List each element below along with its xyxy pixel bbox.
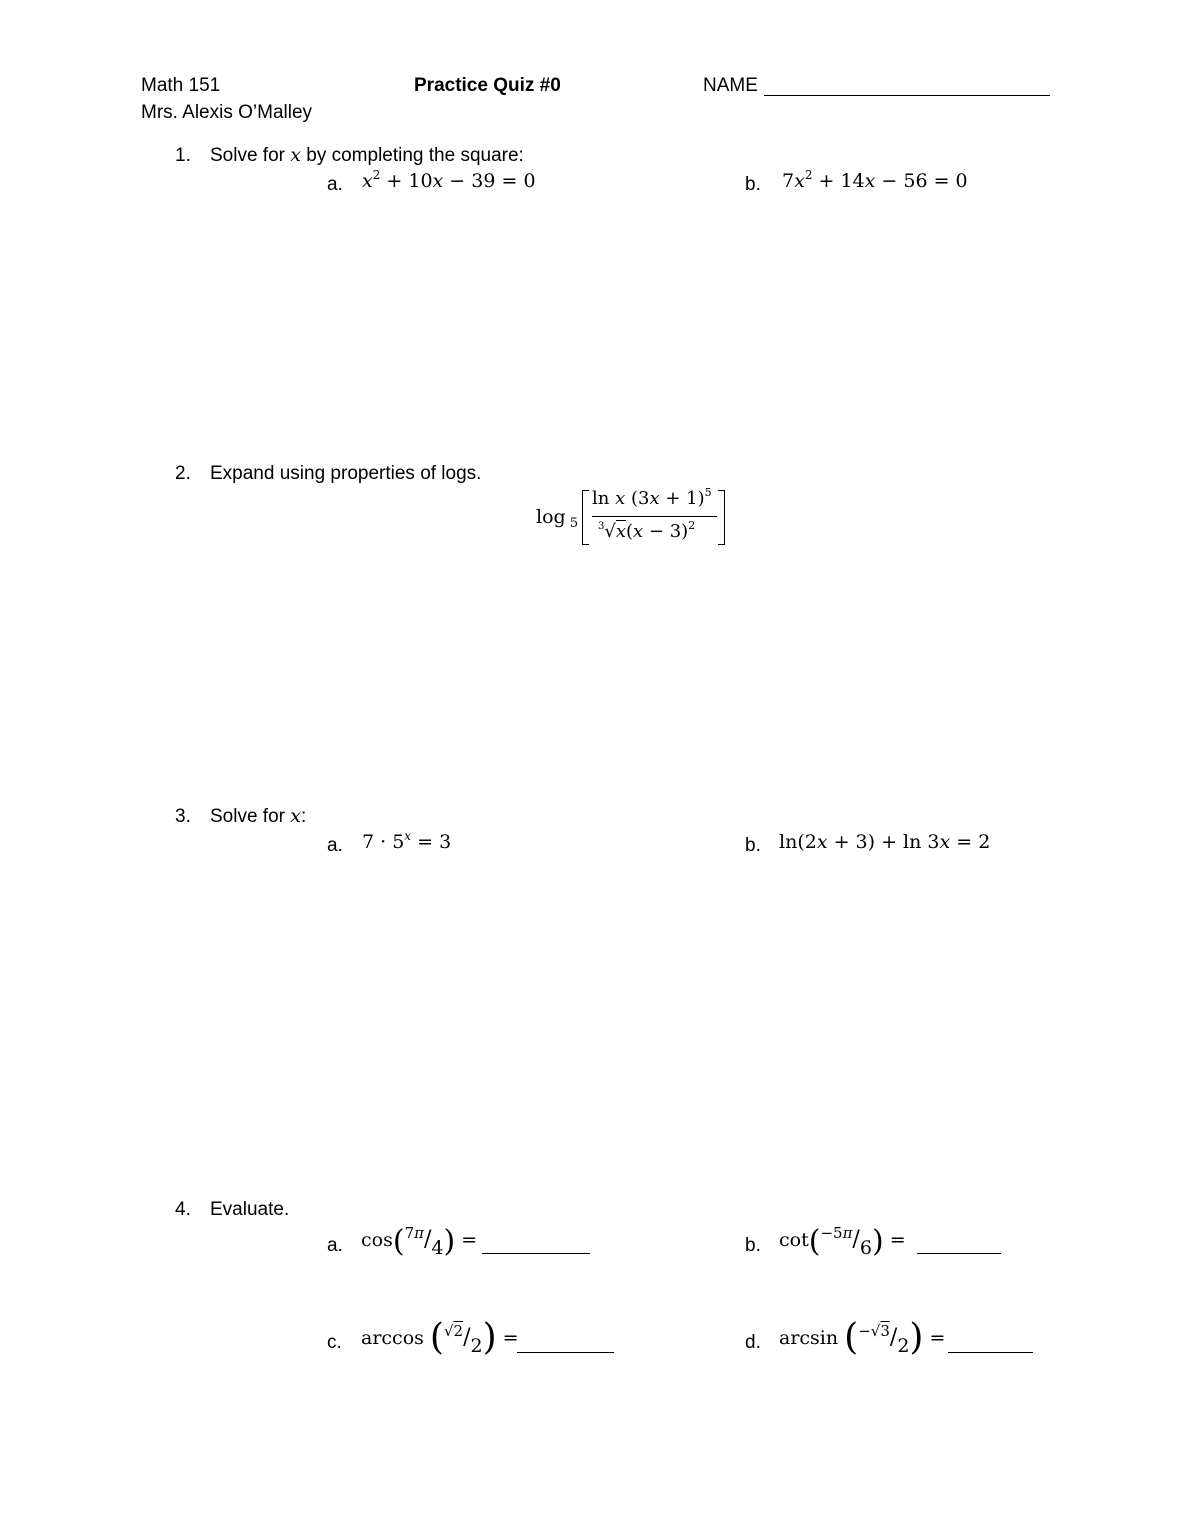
q2-prompt: Expand using properties of logs.	[210, 463, 482, 484]
q4d-answer-blank[interactable]	[948, 1351, 1033, 1353]
q1a-label: a.	[327, 174, 343, 195]
q1b-label: b.	[745, 174, 761, 195]
q1-prompt	[210, 146, 524, 165]
q4c-label: c.	[327, 1332, 342, 1353]
q2-number: 2.	[175, 463, 191, 484]
q4c-expression: arccos ($^{√2}$/2) =	[361, 1317, 519, 1358]
q4b-expression: cot($^{-5\pi}$/6) =	[779, 1224, 906, 1259]
q3a-equation: $7 \cdot 5^x = 3$	[362, 829, 452, 853]
q3-prompt-pre: Solve for	[210, 806, 285, 827]
q3-prompt	[210, 807, 306, 826]
q1a-equation: $x^2 + 10x - 39 = 0$	[362, 168, 536, 192]
q3-number: 3.	[175, 806, 191, 827]
q4a-expression: cos($^{7\pi}$/4) =	[361, 1224, 478, 1259]
log-numerator: ln x $(3x + 1)^5$	[592, 486, 712, 509]
q1b-equation: $7x^2 + 14x - 56 = 0$	[782, 168, 968, 192]
q3-prompt-post: :	[300, 806, 307, 827]
log-denominator: $^3√x(x - 3)^2$	[598, 519, 696, 542]
q4d-expression: arcsin ($^{-√3}$/2) =	[779, 1317, 946, 1358]
q4c-answer-blank[interactable]	[517, 1351, 614, 1353]
name-blank[interactable]	[764, 94, 1050, 96]
q1-prompt-var: x	[290, 144, 301, 166]
q2-log-expression: log $_5$ ln x $(3x + 1)^5$ $^3√x(x - 3)^2$	[536, 488, 726, 548]
q4a-label: a.	[327, 1235, 343, 1256]
q3a-label: a.	[327, 835, 343, 856]
q3b-label: b.	[745, 835, 761, 856]
course-name: Math 151	[141, 75, 221, 96]
q4-prompt: Evaluate.	[210, 1199, 290, 1220]
page-title: Practice Quiz #0	[414, 75, 561, 96]
q1-prompt-post: by completing the square:	[306, 145, 524, 166]
name-label: NAME	[703, 75, 758, 96]
q4a-answer-blank[interactable]	[482, 1252, 590, 1254]
q3b-equation: ln(2x + 3) + ln 3x = 2	[779, 831, 991, 853]
left-bracket	[582, 490, 589, 545]
q1-prompt-pre: Solve for	[210, 145, 285, 166]
fraction-bar	[592, 516, 717, 517]
right-bracket	[718, 490, 725, 545]
q4-number: 4.	[175, 1199, 191, 1220]
q4d-label: d.	[745, 1332, 761, 1353]
q4b-label: b.	[745, 1235, 761, 1256]
instructor-name: Mrs. Alexis O’Malley	[141, 102, 313, 123]
q3-prompt-var: x	[290, 805, 301, 827]
q1-number: 1.	[175, 145, 191, 166]
q4b-answer-blank[interactable]	[917, 1252, 1001, 1254]
